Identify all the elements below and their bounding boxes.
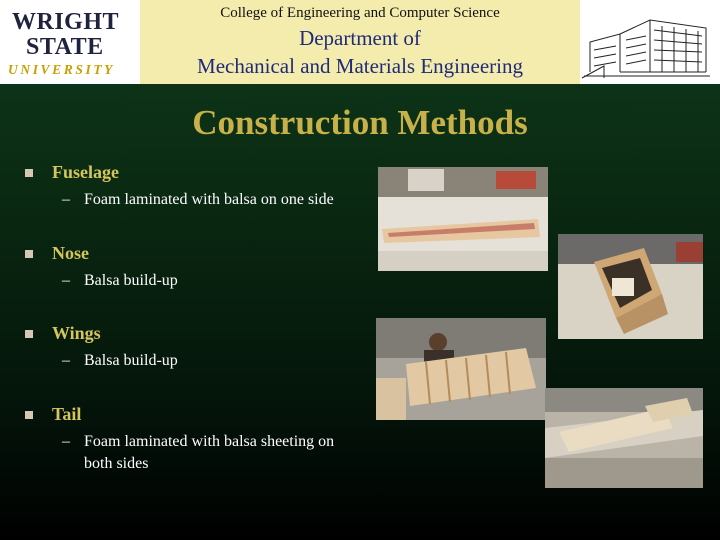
logo-line-1: WRIGHT bbox=[12, 9, 120, 35]
fuselage-photo bbox=[378, 167, 548, 271]
department-name: Department of bbox=[299, 26, 421, 50]
building-sketch-icon bbox=[580, 6, 714, 80]
slide-title: Construction Methods bbox=[192, 103, 528, 142]
header bbox=[0, 0, 720, 84]
sub-nose: – Balsa build-up bbox=[62, 272, 178, 289]
college-name: College of Engineering and Computer Science bbox=[220, 5, 500, 21]
bullet-icon bbox=[25, 411, 33, 419]
sub-fuselage-text: Foam laminated with balsa on one side bbox=[84, 191, 334, 208]
sub-tail-text-1: Foam laminated with balsa sheeting on bbox=[84, 433, 335, 450]
bullet-icon bbox=[25, 169, 33, 177]
bullet-icon bbox=[25, 330, 33, 338]
sub-wings: – Balsa build-up bbox=[62, 352, 178, 369]
item-fuselage: Fuselage bbox=[52, 162, 119, 182]
university-logo bbox=[8, 6, 132, 78]
nose-photo bbox=[558, 234, 703, 339]
logo-line-2: STATE bbox=[26, 34, 104, 60]
sub-nose-text: Balsa build-up bbox=[84, 272, 178, 289]
bullet-icon bbox=[25, 250, 33, 258]
logo-line-3: UNIVERSITY bbox=[8, 62, 116, 77]
header-band bbox=[140, 0, 580, 84]
sub-wings-text: Balsa build-up bbox=[84, 352, 178, 369]
tail-photo bbox=[545, 388, 703, 488]
sub-tail-text-2: both sides bbox=[84, 455, 149, 472]
program-name: Mechanical and Materials Engineering bbox=[197, 54, 523, 78]
sub-tail: – Foam laminated with balsa sheeting on both sides bbox=[62, 433, 335, 472]
sub-fuselage: – Foam laminated with balsa on one side bbox=[62, 191, 334, 208]
item-wings: Wings bbox=[52, 323, 101, 343]
item-tail: Tail bbox=[52, 404, 82, 424]
wings-photo bbox=[376, 318, 546, 420]
item-nose: Nose bbox=[52, 243, 89, 263]
